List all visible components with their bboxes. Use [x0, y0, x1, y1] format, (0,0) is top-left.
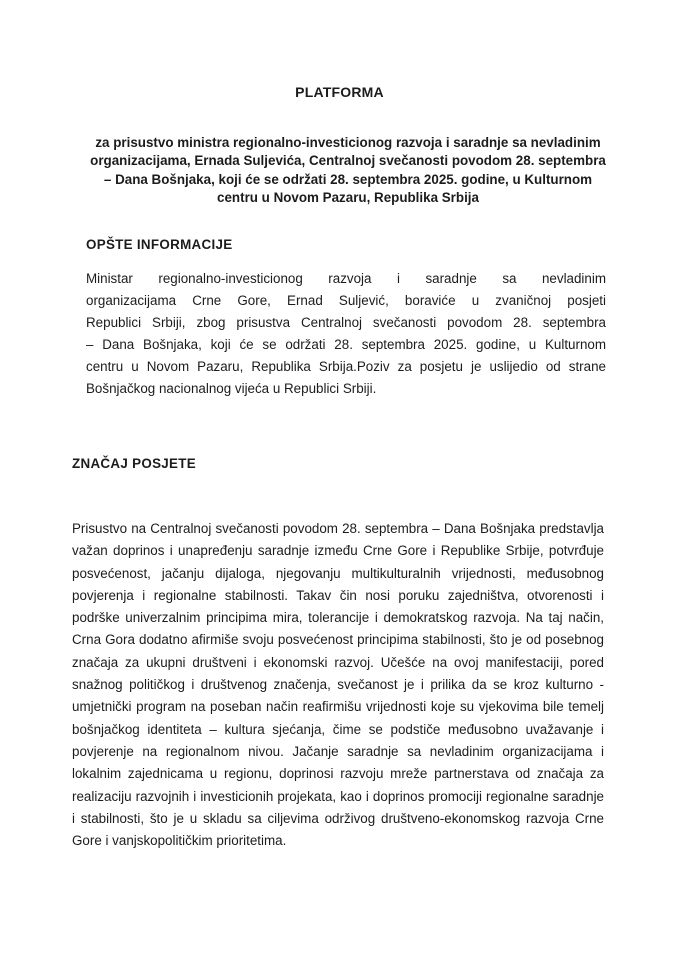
section-body-visit-significance — [72, 518, 604, 852]
paragraph-line: i stabilnosti, što je u skladu sa ciljevima održivog društveno-ekonomskog razvoja Crne — [72, 810, 604, 826]
paragraph-line: povjerenje na regionalnom nivou. Jačanje saradnje sa nevladinim organizacijama i — [72, 743, 604, 759]
paragraph-line: povjerenja i regionalne stabilnosti. Takav čin nosi poruku zajedništva, otvorenosti i — [72, 587, 604, 603]
document-title: PLATFORMA — [295, 84, 384, 100]
paragraph-line: bošnjačkog identiteta – kultura sjećanja, čime se podstiče međusobno uvažavanje i — [72, 721, 604, 737]
paragraph-line: lokalnim zajednicama u regionu, doprinosi razvoju mreže partnerstava od značaja za — [72, 766, 604, 782]
paragraph-line: organizacijama Crne Gore, Ernad Suljević, boraviće u zvaničnoj posjeti — [86, 293, 606, 309]
paragraph-line: Prisustvo na Centralnoj svečanosti povodom 28. septembra – Dana Bošnjaka predstavlja — [72, 521, 604, 536]
paragraph-line: – Dana Bošnjaka, koji će se održati 28. septembra 2025. godine, u Kulturnom — [86, 337, 606, 353]
paragraph-line: Ministar regionalno-investicionog razvoja i saradnje sa nevladinim — [86, 271, 606, 286]
paragraph-line: realizaciju razvojnih i investicionih projekata, kao i doprinos promociji regionalne saradnje — [72, 788, 604, 804]
paragraph-line: Gore i vanjskopolitičkim prioritetima. — [72, 833, 287, 849]
paragraph-line: važan doprinos i unapređenju saradnje između Crne Gore i Republike Srbije, potvrđuje — [72, 543, 604, 559]
paragraph-line: Bošnjačkog nacionalnog vijeća u Republici Srbiji. — [86, 381, 377, 397]
paragraph-line: centru u Novom Pazaru, Republika Srbija.Poziv za posjetu je uslijedio od strane — [86, 359, 606, 375]
paragraph-line: podrške univerzalnim principima mira, tolerancije i demokratskog razvoja. Na taj način, — [72, 610, 604, 626]
paragraph-line: značaja za ukupni društveni i ekonomski razvoj. Učešće na ovoj manifestaciji, pored — [72, 654, 604, 670]
document-subtitle: za prisustvo ministra regionalno-investicionog razvoja i saradnje sa nevladinim organizacijama, Ernada Suljevića, Centralnoj svečanosti povodom 28. septembra – Dana Bošnjaka, koji će se održati 28. septembra 2025. godine, u Kulturnom centru u Novom Pazaru, Republika Srbija — [90, 135, 606, 205]
paragraph-line: umjetnički program na poseban način reafirmišu vrijednosti koje su vjekovima bile temelj — [72, 699, 604, 715]
section-body-general-info — [86, 268, 606, 401]
section-heading-visit-significance: ZNAČAJ POSJETE — [72, 456, 196, 471]
paragraph-line: Republici Srbiji, zbog prisustva Centralnoj svečanosti povodom 28. septembra — [86, 315, 606, 331]
paragraph-line: posvećenost, jačanju dijaloga, njegovanju multikulturalnih vrijednosti, međusobnog — [72, 565, 604, 581]
paragraph-line: Crna Gora dodatno afirmiše svoju posvećenost principima stabilnosti, što je od posebnog — [72, 632, 604, 648]
paragraph-line: snažnog političkog i društvenog značenja, svečanost je i prilika da se kroz kulturno - — [72, 677, 604, 693]
section-heading-general-info: OPŠTE INFORMACIJE — [86, 237, 233, 252]
